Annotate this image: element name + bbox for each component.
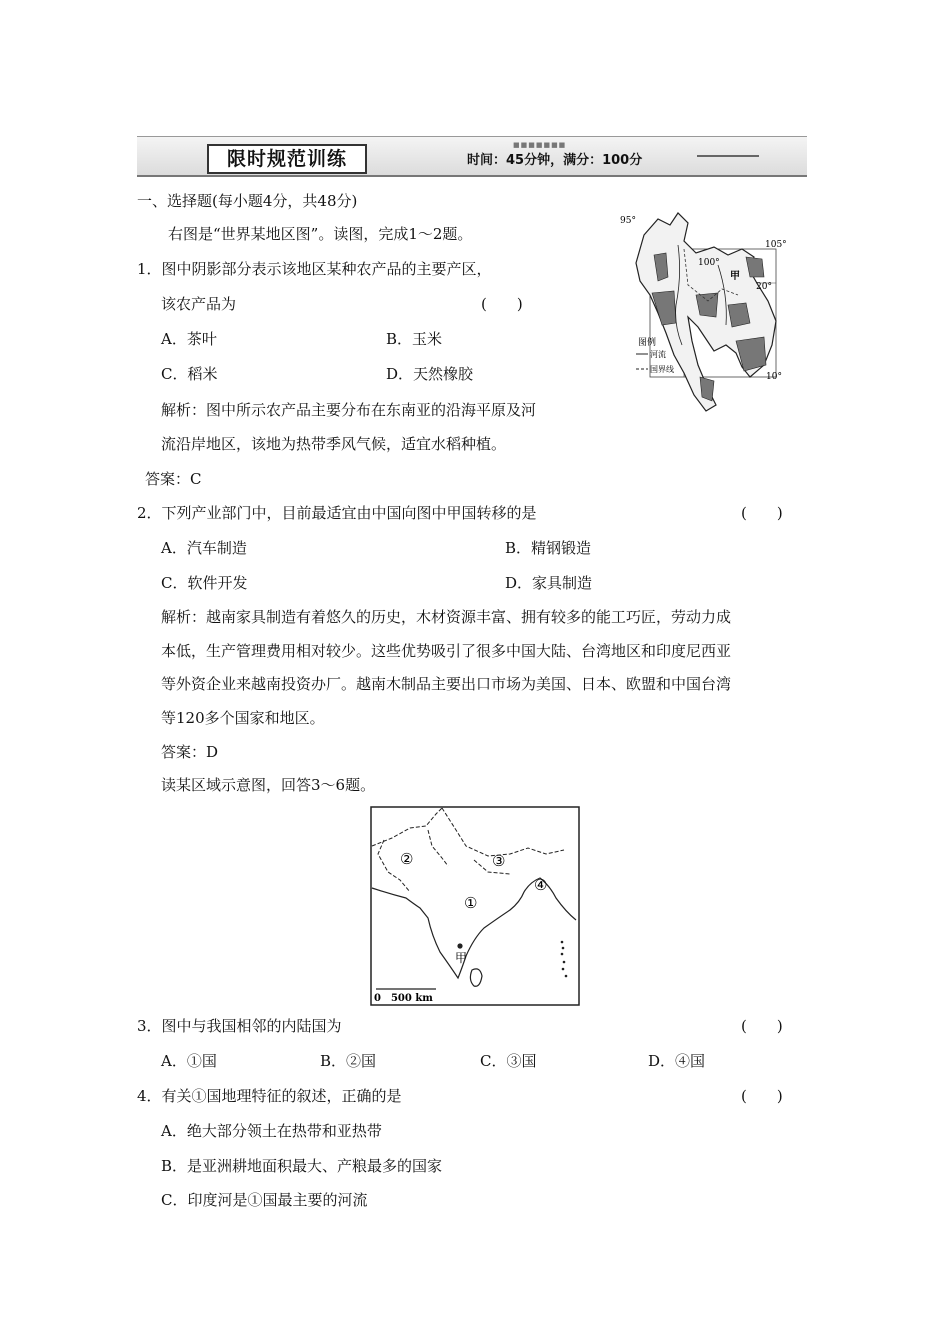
q3-answer-paren: ( ) [741, 1017, 783, 1035]
q2-option-a: A．汽车制造 [161, 539, 247, 557]
q1-stem-cont: 该农产品为 [161, 295, 237, 313]
q1-option-d: D．天然橡胶 [386, 365, 474, 383]
q2-analysis: 解析：越南家具制造有着悠久的历史，木材资源丰富、拥有较多的能工巧匠，劳动力成 [161, 608, 732, 626]
section-heading: 一、选择题(每小题4分，共48分) [137, 192, 358, 210]
q1-stem: 1．图中阴影部分表示该地区某种农产品的主要产区， [137, 260, 492, 278]
q4-stem: 4．有关①国地理特征的叙述，正确的是 [137, 1087, 402, 1105]
city-jia-label: 甲 [455, 951, 468, 965]
page-title: 限时规范训练 [207, 144, 367, 174]
lat-10-label: 10° [766, 372, 782, 382]
time-info: 时间：45分钟，满分：100分 [467, 153, 643, 168]
lon-105-label: 105° [765, 240, 787, 250]
legend-title: 图例 [638, 338, 657, 348]
q1-option-a: A．茶叶 [161, 330, 217, 348]
q1-option-c: C．稻米 [161, 365, 218, 383]
q2-option-c: C．软件开发 [161, 574, 248, 592]
q2-answer: 答案：D [161, 743, 219, 761]
q3-stem: 3．图中与我国相邻的内陆国为 [137, 1017, 342, 1035]
lat-20-label: 20° [756, 282, 772, 292]
q2-analysis: 等外资企业来越南投资办厂。越南木制品主要出口市场为美国、日本、欧盟和中国台湾 [161, 675, 732, 693]
q1-option-b: B．玉米 [386, 330, 443, 348]
q2-analysis: 等120多个国家和地区。 [161, 709, 325, 727]
lon-95-label: 95° [620, 216, 636, 226]
q4-answer-paren: ( ) [741, 1087, 783, 1105]
country-4-label: ④ [534, 876, 548, 894]
q2-stem: 2．下列产业部门中，目前最适宜由中国向图中甲国转移的是 [137, 504, 537, 522]
south-asia-map [370, 806, 580, 1006]
header-banner [137, 136, 807, 177]
country-3-label: ③ [492, 852, 506, 870]
country-2-label: ② [400, 850, 414, 868]
lon-100-label: 100° [698, 258, 720, 268]
country-1-label: ① [464, 894, 478, 912]
q4-option-b: B．是亚洲耕地面积最大、产粮最多的国家 [161, 1157, 443, 1175]
q3-option-a: A．①国 [161, 1052, 217, 1070]
banner-decoration: ■■■■■■■ [513, 141, 567, 149]
southeast-asia-map [618, 205, 790, 420]
q2-analysis: 本低，生产管理费用相对较少。这些优势吸引了很多中国大陆、台湾地区和印度尼西亚 [161, 642, 732, 660]
legend-river: 河流 [650, 350, 666, 359]
banner-divider [697, 155, 759, 157]
country-jia-label: 甲 [730, 271, 740, 282]
intro-q3-6: 读某区域示意图，回答3～6题。 [161, 776, 376, 794]
q2-answer-paren: ( ) [741, 504, 783, 522]
q1-answer-paren: ( ) [481, 295, 523, 313]
q2-option-d: D．家具制造 [505, 574, 593, 592]
q1-answer: 答案：C [145, 470, 202, 488]
q4-option-c: C．印度河是①国最主要的河流 [161, 1191, 368, 1209]
legend-border: 国界线 [650, 365, 674, 374]
q3-option-c: C．③国 [480, 1052, 537, 1070]
q4-option-a: A．绝大部分领土在热带和亚热带 [161, 1122, 382, 1140]
q3-option-d: D．④国 [648, 1052, 706, 1070]
q1-analysis-cont: 流沿岸地区，该地为热带季风气候，适宜水稻种植。 [161, 435, 507, 453]
q3-option-b: B．②国 [320, 1052, 377, 1070]
scale-label: 0 500 km [374, 993, 433, 1004]
q1-analysis: 解析：图中所示农产品主要分布在东南亚的沿海平原及河 [161, 401, 537, 419]
q2-option-b: B．精钢锻造 [505, 539, 592, 557]
intro-q1-2: 右图是“世界某地区图”。读图，完成1～2题。 [168, 225, 473, 243]
city-jia-dot [457, 943, 462, 948]
